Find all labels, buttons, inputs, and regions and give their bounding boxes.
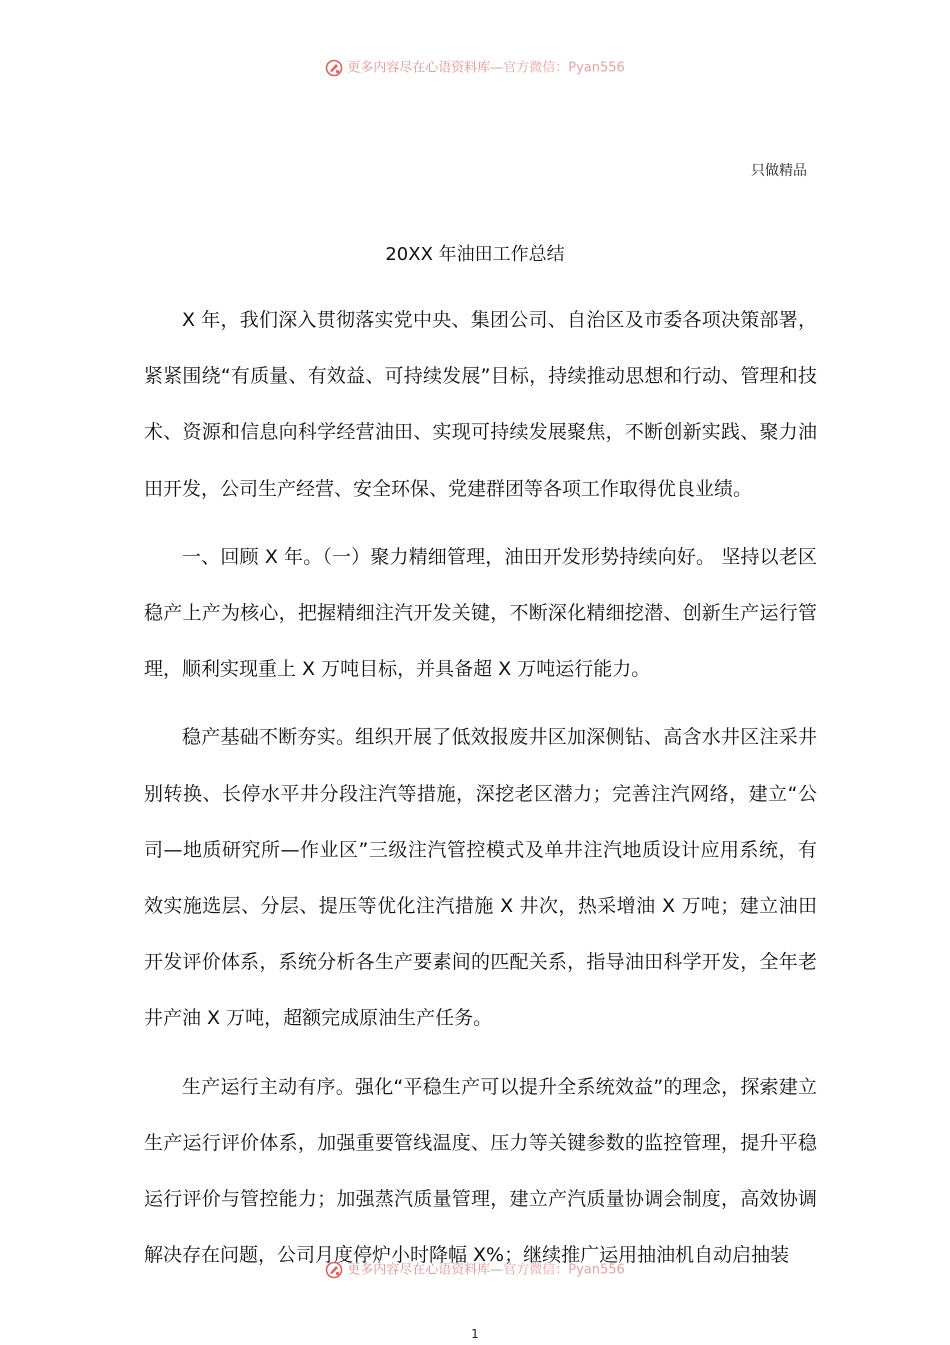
watermark-suffix: 官方微信： [503, 1262, 569, 1278]
watermark-suffix: 官方微信： [503, 60, 569, 76]
watermark-id: Pyan556 [568, 1262, 625, 1278]
page-number: 1 [471, 1327, 479, 1341]
watermark-bottom [0, 1261, 950, 1280]
document-body [144, 292, 817, 1295]
watermark-prefix: 更多内容尽在心语资料库— [347, 1262, 504, 1278]
watermark-top [0, 59, 950, 78]
paragraph-1: X 年，我们深入贯彻落实党中央、集团公司、自治区及市委各项决策部署，紧紧围绕“有质量、有效益、可持续发展”目标，持续推动思想和行动、管理和技术、资源和信息向科学经营油田、实现可持续发展聚焦，不断创新实践、聚力油田开发，公司生产经营、安全环保、党建群团等各项工作取得优良业绩。 [144, 309, 817, 500]
watermark-prefix: 更多内容尽在心语资料库— [347, 60, 504, 76]
paragraph-2: 一、回顾 X 年。（一）聚力精细管理，油田开发形势持续向好。 坚持以老区稳产上产为核心，把握精细注汽开发关键，不断深化精细挖潜、创新生产运行管理，顺利实现重上 X 万吨目标，并具备超 X 万吨运行能力。 [144, 545, 817, 681]
paragraph-3: 稳产基础不断夯实。组织开展了低效报废井区加深侧钻、高含水井区注采井别转换、长停水平井分段注汽等措施，深挖老区潜力；完善注汽网络，建立“公司—地质研究所—作业区”三级注汽管控模式及单井注汽地质设计应用系统，有效实施选层、分层、提压等优化注汽措施 X 井次，热采增油 X 万吨；建立油田开发评价体系，系统分析各生产要素间的匹配关系，指导油田科学开发，全年老井产油 X 万吨，超额完成原油生产任务。 [144, 726, 817, 1030]
document-title: 20XX 年油田工作总结 [385, 244, 565, 265]
logo-icon [325, 59, 343, 77]
header-tagline: 只做精品 [751, 163, 807, 179]
watermark-id: Pyan556 [568, 60, 625, 76]
paragraph-4: 生产运行主动有序。强化“平稳生产可以提升全系统效益”的理念，探索建立生产运行评价体系，加强重要管线温度、压力等关键参数的监控管理，提升平稳运行评价与管控能力；加强蒸汽质量管理，建立产汽质量协调会制度，高效协调解决存在问题，公司月度停炉小时降幅 X%；继续推广运用抽油机自动启抽装 [144, 1075, 817, 1267]
logo-icon [325, 1261, 343, 1279]
